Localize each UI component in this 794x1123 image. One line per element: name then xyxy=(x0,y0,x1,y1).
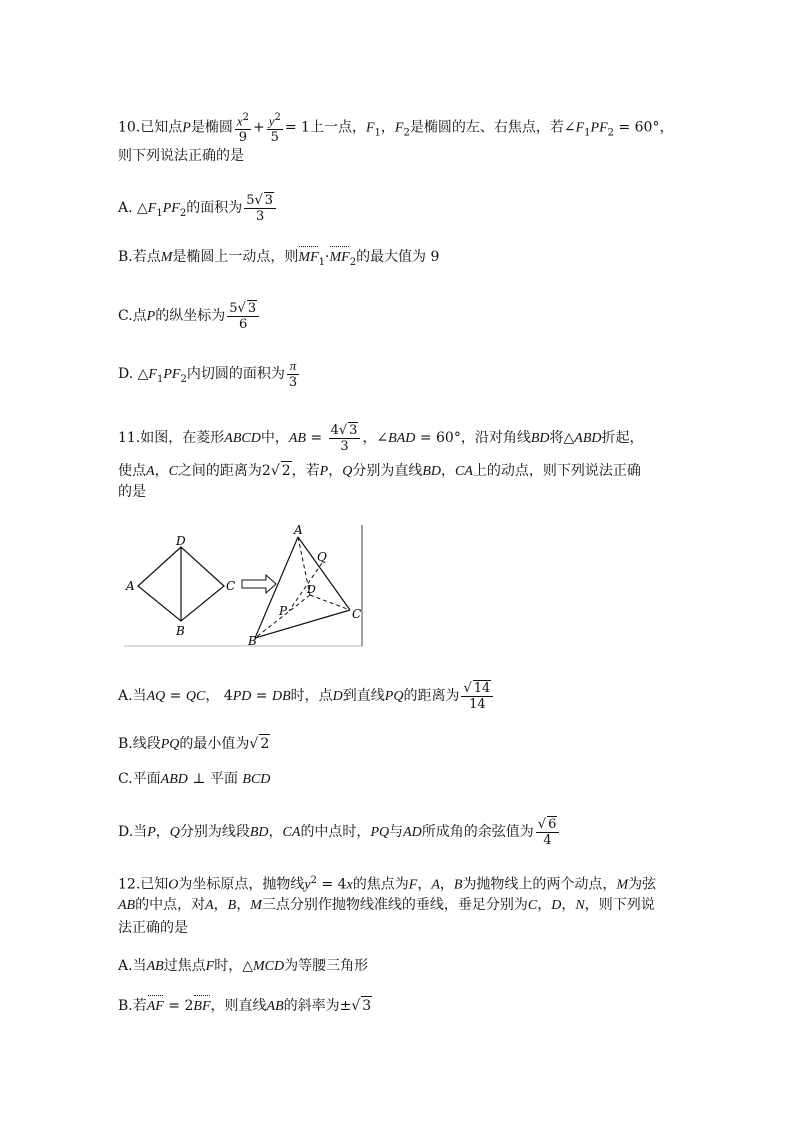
q12-opta-text: 过焦点 xyxy=(163,958,206,974)
q11-opta-text: A.当 xyxy=(118,688,147,704)
q11-fraction: $\frac{4√ 3}{3}$ xyxy=(329,422,361,454)
q12-option-b: B.若AF = 2BF，则直线AB的斜率为±√ 3 xyxy=(118,998,372,1014)
q11-option-a: A.当AQ = QC， 4PD = DB时，点D到直线PQ的距离为 $\frac{√ 14}{14}$ xyxy=(118,680,495,712)
q11-opta-text: 时，点 xyxy=(290,688,333,704)
q11-stem: 11.如图，在菱形ABCD中，AB = $\frac{4√ 3}{3}$ ，∠BAD = 60°，沿对角线BD将△ABD折起， xyxy=(118,423,644,454)
q10-optb-text: B.若点 xyxy=(118,249,161,265)
q10-option-b: B.若点M是椭圆上一动点，则$MF_1\cdot MF_2$的最大值为 9 xyxy=(118,249,440,268)
q12-stem-line2: AB的中点，对A，B，M三点分别作抛物线准线的垂线，垂足分别为C，D，N，则下列说 xyxy=(118,897,655,913)
q11-optb-text: 的最小值为 xyxy=(179,736,250,752)
q11-text: 分别为直线 xyxy=(352,463,423,479)
q12-text: 三点分别作抛物线准线的垂线，垂足分别为 xyxy=(261,897,528,913)
figure-label-a: A xyxy=(294,523,303,537)
q12-optb-text: ，则直线 xyxy=(210,998,267,1014)
figure-label-d: D xyxy=(307,583,316,596)
figure-label-c: C xyxy=(226,579,236,593)
q10-opta-text: 的面积为 xyxy=(186,200,243,216)
q11-optd-text: 分别为线段 xyxy=(179,824,250,840)
q11-opta-text: 的距离为 xyxy=(403,688,460,704)
q12-text: 的焦点为 xyxy=(352,876,409,893)
q12-text: 为抛物线上的两个动点， xyxy=(462,876,617,893)
q10-optd-text: D. △ xyxy=(118,366,149,382)
q10-f2: F xyxy=(394,120,404,136)
q10-opta-text: A. △ xyxy=(118,200,148,216)
q11-optc-text: ⊥ 平面 xyxy=(187,771,243,787)
figure-label-d: D xyxy=(176,534,186,548)
q11-text: ，若 xyxy=(291,463,320,479)
q11-stem-line3: 的是 xyxy=(118,484,146,500)
q12-text: ，则下列说 xyxy=(584,897,655,913)
q10-optb-text: 是椭圆上一动点，则 xyxy=(172,249,299,265)
q12-text: 的中点，对 xyxy=(135,897,206,913)
q12-optb-text: B.若 xyxy=(118,998,147,1014)
q10-option-d: D. $\triangle F_1PF_2$内切圆的面积为 $\frac{\pi}{3}$ xyxy=(118,358,298,390)
arrow-icon xyxy=(242,575,276,593)
segment-pq xyxy=(289,563,322,611)
q11-optb-text: B.线段 xyxy=(118,736,161,752)
q10-text: 是椭圆的左、右焦点，若∠ xyxy=(409,119,576,136)
q11-option-c: C.平面ABD ⊥ 平面 BCD xyxy=(118,771,271,787)
figure-label-a: A xyxy=(126,579,135,593)
q10-optc-fraction: $\frac{5√ 3}{6}$ xyxy=(227,300,259,332)
q11-optd-text: 的中点时， xyxy=(300,824,371,840)
q10-optc-text: 的纵坐标为 xyxy=(155,308,226,324)
q11-text: ，∠ xyxy=(362,430,389,446)
q12-text: 为坐标原点，抛物线 xyxy=(178,876,305,893)
q11-text: 将△ xyxy=(549,430,575,446)
q10-text: 是椭圆 xyxy=(190,119,233,136)
q10-optd-text: 内切圆的面积为 xyxy=(186,366,285,382)
q10-fraction-y: $\frac{y^2}{5}$ xyxy=(268,112,281,146)
q10-fraction-x: $\frac{x^2}{9}$ xyxy=(236,112,249,146)
q10-optc-text: C.点 xyxy=(118,308,147,324)
q12-text: 12.已知 xyxy=(118,876,169,893)
q10-stem-line2: 则下列说法正确的是 xyxy=(118,148,244,164)
rhombus-fold-figure xyxy=(124,523,364,648)
q11-stem-line2: 使点A，C之间的距离为2√ 2，若P，Q分别为直线BD，CA上的动点，则下列说法正确 xyxy=(118,463,641,479)
q11-option-d: D.当P，Q分别为线段BD，CA的中点时，PQ与AD所成角的余弦值为 $\frac{√ 6}{4}$ xyxy=(118,816,561,848)
q12-opta-text: 时，△ xyxy=(214,958,254,974)
q10-optb-m: M xyxy=(160,250,173,265)
figure-label-c: C xyxy=(352,607,362,621)
q12-opta-text: 为等腰三角形 xyxy=(284,958,369,974)
q10-optb-text: 的最大值为 9 xyxy=(356,249,440,265)
q10-text: 10.已知点 xyxy=(118,119,183,136)
q10-optd-fraction: $\frac{\pi}{3}$ xyxy=(288,358,298,390)
figure-label-b: B xyxy=(176,624,185,638)
q11-optd-text: 所成角的余弦值为 xyxy=(421,824,534,840)
q12-opta-text: A.当 xyxy=(118,958,147,974)
q11-optc-text: C.平面 xyxy=(118,771,161,787)
q10-stem: 10.已知点P是椭圆 $\frac{x^2}{9}$ + $\frac{y^2}{5}$ = 1上一点，$F_1$，$F_2$是椭圆的左、右焦点，若$\angle F_1PF_2 = 60^\circ$， xyxy=(118,112,674,146)
q10-option-c: C.点P的纵坐标为 $\frac{5√ 3}{6}$ xyxy=(118,300,261,332)
q11-option-b: B.线段PQ的最小值为√ 2 xyxy=(118,736,270,752)
q10-text: = 60°， xyxy=(614,119,674,136)
figure-label-p: P xyxy=(279,604,288,618)
q11-opta-text: 到直线 xyxy=(342,688,385,704)
q12-stem: 12.已知O为坐标原点，抛物线$y^2 = 4x$的焦点为F，A，B为抛物线上的两个动点，M为弦 xyxy=(118,875,657,893)
q11-text: 折起， xyxy=(601,430,644,446)
q12-stem-line3: 法正确的是 xyxy=(118,920,188,936)
q10-opta-fraction: $\frac{5√ 3}{3}$ xyxy=(244,192,276,224)
q11-optd-text: D.当 xyxy=(118,824,148,840)
q12-optb-text: 的斜率为 xyxy=(283,998,340,1014)
q11-text: 使点 xyxy=(118,463,146,479)
figure-label-b: B xyxy=(248,634,257,648)
q12-text: 为弦 xyxy=(628,876,657,893)
q11-text: 之间的距离为 xyxy=(177,463,262,479)
q11-text: 11.如图，在菱形 xyxy=(118,430,225,446)
q11-text: = 60°，沿对角线 xyxy=(415,430,531,446)
q11-optd-fraction: $\frac{√ 6}{4}$ xyxy=(536,816,560,848)
q10-text: 上一点， xyxy=(309,119,366,136)
q11-text: 中， xyxy=(260,430,289,446)
q11-optd-text: 与 xyxy=(389,824,404,840)
q11-text: 上的动点，则下列说法正确 xyxy=(472,463,641,479)
q11-opta-fraction: $\frac{√ 14}{14}$ xyxy=(461,680,493,712)
figure-label-q: Q xyxy=(317,550,327,564)
edge-bc xyxy=(255,610,350,638)
q10-point-p: P xyxy=(182,120,191,136)
q10-option-a: A. $\triangle F_1PF_2$的面积为 $\frac{5√ 3}{3}$ xyxy=(118,192,278,224)
q12-option-a: A.当AB过焦点F时，△MCD为等腰三角形 xyxy=(118,958,369,974)
q10-f1: F xyxy=(365,120,375,136)
